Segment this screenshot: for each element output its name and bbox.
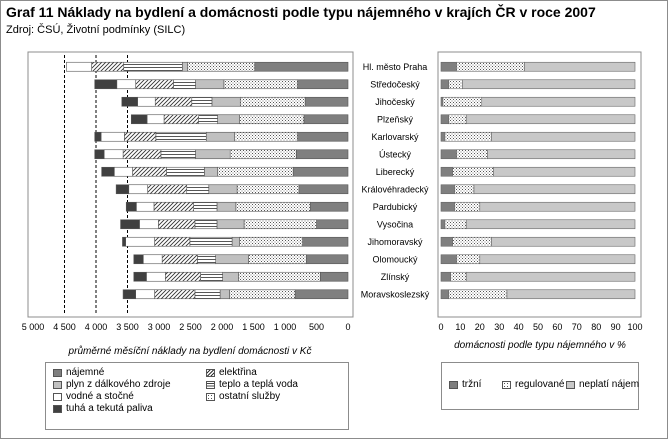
bar-segment-regulovane (457, 255, 480, 264)
bar-segment-plyn (217, 202, 236, 211)
legend-item-elektrina (206, 367, 257, 378)
category-label: Liberecký (375, 166, 415, 177)
bar-segment-neplati (466, 115, 635, 124)
bar-segment-plyn (196, 150, 231, 159)
bar-segment-tuha (126, 202, 136, 211)
x-tick-label: 70 (571, 322, 582, 332)
category-label: Ústecký (378, 149, 412, 160)
bar-segment-plyn (206, 132, 234, 141)
bar-segment-ostatni (235, 132, 298, 141)
bar-segment-trzni (441, 255, 457, 264)
bar-segment-elektrina (148, 185, 187, 194)
legend-label: ostatní služby (219, 391, 281, 402)
bar-segment-regulovane (451, 272, 467, 281)
bar-segment-trzni (441, 220, 445, 229)
bar-segment-ostatni (237, 185, 299, 194)
bar-segment-regulovane (449, 115, 466, 124)
bar-segment-regulovane (445, 132, 492, 141)
bar-segment-elektrina (165, 272, 200, 281)
bar-segment-ostatni (224, 80, 298, 89)
bar-segment-ostatni (244, 220, 316, 229)
legend-swatch (53, 369, 62, 377)
x-tick-label: 100 (627, 322, 643, 332)
bar-segment-elektrina (92, 62, 124, 71)
x-tick-label: 10 (455, 322, 466, 332)
category-label: Pardubický (372, 201, 418, 212)
legend-swatch (206, 369, 215, 377)
x-tick-label: 50 (532, 322, 544, 332)
bar-segment-plyn (216, 255, 249, 264)
bar-segment-najemne (298, 132, 348, 141)
bar-segment-vodne (136, 202, 154, 211)
bar-segment-neplati (474, 185, 635, 194)
legend-swatch (502, 381, 511, 389)
bar-segment-regulovane (443, 97, 482, 106)
bar-segment-teplo (161, 150, 196, 159)
x-tick-label: 4 000 (84, 322, 108, 332)
bar-segment-najemne (298, 80, 348, 89)
x-tick-label: 0 (438, 322, 444, 332)
bar-segment-elektrina (155, 237, 190, 246)
bar-segment-ostatni (240, 237, 303, 246)
legend-label: tržní (462, 379, 482, 390)
bar-segment-regulovane (455, 202, 480, 211)
bar-segment-neplati (524, 62, 635, 71)
bar-segment-trzni (441, 150, 457, 159)
legend-swatch (566, 381, 575, 389)
bar-segment-vodne (104, 150, 123, 159)
bar-segment-najemne (317, 220, 349, 229)
bar-segment-plyn (196, 80, 224, 89)
legend-swatch (206, 381, 215, 389)
bar-segment-teplo (197, 255, 215, 264)
bar-segment-regulovane (445, 220, 466, 229)
bar-segment-regulovane (449, 290, 507, 299)
legend-item-tuha (53, 403, 153, 414)
legend-item-najemne (53, 367, 104, 378)
category-label: Královéhradecký (361, 184, 429, 195)
bar-segment-neplati (507, 290, 635, 299)
bar-segment-tuha (116, 185, 129, 194)
x-tick-label: 3 500 (116, 322, 139, 332)
bar-segment-teplo (167, 167, 205, 176)
bar-segment-trzni (441, 272, 451, 281)
bar-segment-tuha (122, 97, 138, 106)
bar-segment-teplo (192, 97, 212, 106)
bar-segment-plyn (182, 62, 187, 71)
bar-segment-teplo (194, 202, 217, 211)
bar-segment-plyn (204, 167, 217, 176)
bar-segment-tuha (102, 167, 115, 176)
bar-segment-regulovane (453, 167, 494, 176)
bar-segment-teplo (187, 185, 209, 194)
bar-segment-neplati (480, 255, 635, 264)
bar-segment-elektrina (133, 167, 167, 176)
legend-label: neplatí nájem (579, 379, 640, 390)
legend-item-regulovane (502, 379, 564, 390)
rent-axis-label: domácnosti podle typu nájemného v % (454, 340, 626, 351)
bar-segment-elektrina (136, 80, 174, 89)
bar-segment-vodne (66, 62, 91, 71)
legend-swatch (53, 393, 62, 401)
bar-segment-elektrina (124, 132, 156, 141)
bar-segment-neplati (491, 132, 635, 141)
category-label: Jihomoravský (367, 236, 423, 247)
bar-segment-trzni (441, 115, 449, 124)
bar-segment-elektrina (162, 255, 197, 264)
bar-segment-plyn (209, 185, 237, 194)
bar-segment-plyn (223, 272, 239, 281)
category-label: Olomoucký (372, 254, 418, 265)
bar-segment-vodne (126, 237, 155, 246)
legend-label: vodné a stočné (66, 391, 134, 402)
x-tick-label: 500 (308, 322, 325, 332)
bar-segment-tuha (95, 150, 104, 159)
bar-segment-trzni (441, 202, 455, 211)
cost-axis-label: průměrné měsíční náklady na bydlení domácnosti v Kč (68, 346, 312, 357)
bar-segment-elektrina (123, 150, 161, 159)
bar-segment-teplo (195, 220, 217, 229)
category-label: Zlínský (380, 271, 410, 282)
bar-segment-vodne (101, 132, 124, 141)
bar-segment-tuha (121, 220, 140, 229)
legend-item-vodne (53, 391, 134, 402)
bar-segment-vodne (117, 80, 136, 89)
bar-segment-ostatni (240, 115, 304, 124)
bar-segment-elektrina (164, 115, 199, 124)
legend-label: teplo a teplá voda (219, 379, 298, 390)
bar-segment-tuha (134, 272, 147, 281)
category-label: Moravskoslezský (360, 289, 430, 300)
x-tick-label: 0 (345, 322, 351, 332)
bar-segment-plyn (212, 97, 240, 106)
legend-item-trzni (449, 379, 481, 390)
bar-segment-vodne (143, 255, 162, 264)
legend-item-teplo (206, 379, 298, 390)
x-tick-label: 40 (513, 322, 524, 332)
bar-segment-najemne (303, 237, 348, 246)
bar-segment-regulovane (457, 62, 525, 71)
x-tick-label: 60 (552, 322, 563, 332)
x-tick-label: 20 (474, 322, 485, 332)
category-label: Jihočeský (375, 96, 415, 107)
bar-segment-najemne (296, 150, 348, 159)
category-label: Středočeský (370, 79, 420, 90)
bar-segment-plyn (217, 220, 244, 229)
bar-segment-najemne (293, 167, 348, 176)
bar-segment-regulovane (457, 150, 488, 159)
bar-segment-ostatni (240, 97, 305, 106)
legend-swatch (53, 381, 62, 389)
category-label: Vysočina (376, 219, 414, 230)
bar-segment-vodne (146, 272, 165, 281)
legend-swatch (206, 393, 215, 401)
bar-segment-neplati (493, 167, 635, 176)
bar-segment-trzni (441, 290, 449, 299)
category-label: Karlovarský (371, 131, 419, 142)
bar-segment-najemne (299, 185, 348, 194)
bar-segment-trzni (441, 237, 453, 246)
x-tick-label: 2 500 (179, 322, 202, 332)
bar-segment-trzni (441, 80, 449, 89)
bar-segment-ostatni (236, 202, 310, 211)
bar-segment-regulovane (455, 185, 474, 194)
bar-segment-elektrina (158, 220, 195, 229)
bar-segment-ostatni (230, 290, 296, 299)
chart-source: Zdroj: ČSÚ, Životní podmínky (SILC) (6, 24, 186, 36)
legend-swatch (449, 381, 458, 389)
legend-item-ostatni (206, 391, 280, 402)
bar-segment-vodne (129, 185, 148, 194)
bar-segment-elektrina (155, 290, 195, 299)
bar-segment-najemne (295, 290, 348, 299)
bar-segment-ostatni (238, 272, 320, 281)
legend-swatch (53, 405, 62, 413)
bar-segment-plyn (220, 290, 229, 299)
chart-title: Graf 11 Náklady na bydlení a domácnosti podle typu nájemného v krajích ČR v roce 2007 (6, 4, 596, 20)
bar-segment-tuha (134, 255, 143, 264)
legend-label: plyn z dálkového zdroje (66, 379, 171, 390)
cost-legend (45, 362, 349, 430)
x-tick-label: 1 500 (242, 322, 265, 332)
bar-segment-tuha (95, 132, 101, 141)
bar-segment-tuha (131, 115, 147, 124)
x-tick-label: 30 (494, 322, 505, 332)
bar-segment-regulovane (453, 237, 492, 246)
bar-segment-neplati (462, 80, 635, 89)
bar-segment-teplo (156, 132, 206, 141)
legend-label: elektřina (219, 367, 257, 378)
bar-segment-ostatni (230, 150, 296, 159)
bar-segment-neplati (482, 97, 635, 106)
bar-segment-neplati (466, 220, 635, 229)
legend-item-plyn (53, 379, 171, 390)
bar-segment-ostatni (218, 167, 294, 176)
bar-segment-vodne (114, 167, 132, 176)
bar-segment-neplati (466, 272, 635, 281)
bar-segment-ostatni (187, 62, 254, 71)
x-tick-label: 90 (610, 322, 621, 332)
category-label: Hl. město Praha (362, 61, 428, 72)
bar-segment-teplo (190, 237, 232, 246)
bar-segment-regulovane (449, 80, 463, 89)
x-tick-label: 2 000 (210, 322, 234, 332)
x-tick-label: 80 (591, 322, 602, 332)
bar-segment-trzni (441, 167, 453, 176)
category-label: Plzeňský (376, 114, 414, 125)
bar-segment-vodne (136, 290, 155, 299)
bar-segment-vodne (147, 115, 164, 124)
bar-segment-trzni (441, 185, 455, 194)
bar-segment-elektrina (154, 202, 194, 211)
bar-segment-neplati (491, 237, 635, 246)
bar-segment-tuha (122, 237, 125, 246)
bar-segment-elektrina (155, 97, 192, 106)
bar-segment-teplo (195, 290, 220, 299)
bar-segment-tuha (123, 290, 136, 299)
x-tick-label: 1 000 (273, 322, 297, 332)
bar-segment-teplo (173, 80, 195, 89)
bar-segment-vodne (138, 97, 156, 106)
bar-segment-najemne (310, 202, 348, 211)
bar-segment-plyn (218, 115, 240, 124)
bar-segment-trzni (441, 132, 445, 141)
x-tick-label: 5 000 (21, 322, 45, 332)
legend-label: nájemné (66, 367, 105, 378)
bar-segment-teplo (199, 115, 218, 124)
bar-segment-plyn (232, 237, 240, 246)
legend-label: tuhá a tekutá paliva (66, 403, 153, 414)
bar-segment-ostatni (248, 255, 306, 264)
bar-segment-trzni (441, 62, 457, 71)
bar-segment-najemne (320, 272, 348, 281)
bar-segment-najemne (304, 115, 348, 124)
legend-label: regulované (515, 379, 565, 390)
bar-segment-najemne (255, 62, 348, 71)
bar-segment-teplo (124, 62, 183, 71)
bar-segment-tuha (95, 80, 117, 89)
bar-segment-teplo (201, 272, 223, 281)
x-tick-label: 4 500 (53, 322, 76, 332)
bar-segment-vodne (139, 220, 158, 229)
bar-segment-najemne (305, 97, 348, 106)
bar-segment-neplati (480, 202, 635, 211)
legend-item-neplati (566, 379, 639, 390)
bar-segment-najemne (306, 255, 348, 264)
rent-legend (441, 362, 639, 410)
bar-segment-neplati (488, 150, 635, 159)
x-tick-label: 3 000 (147, 322, 171, 332)
